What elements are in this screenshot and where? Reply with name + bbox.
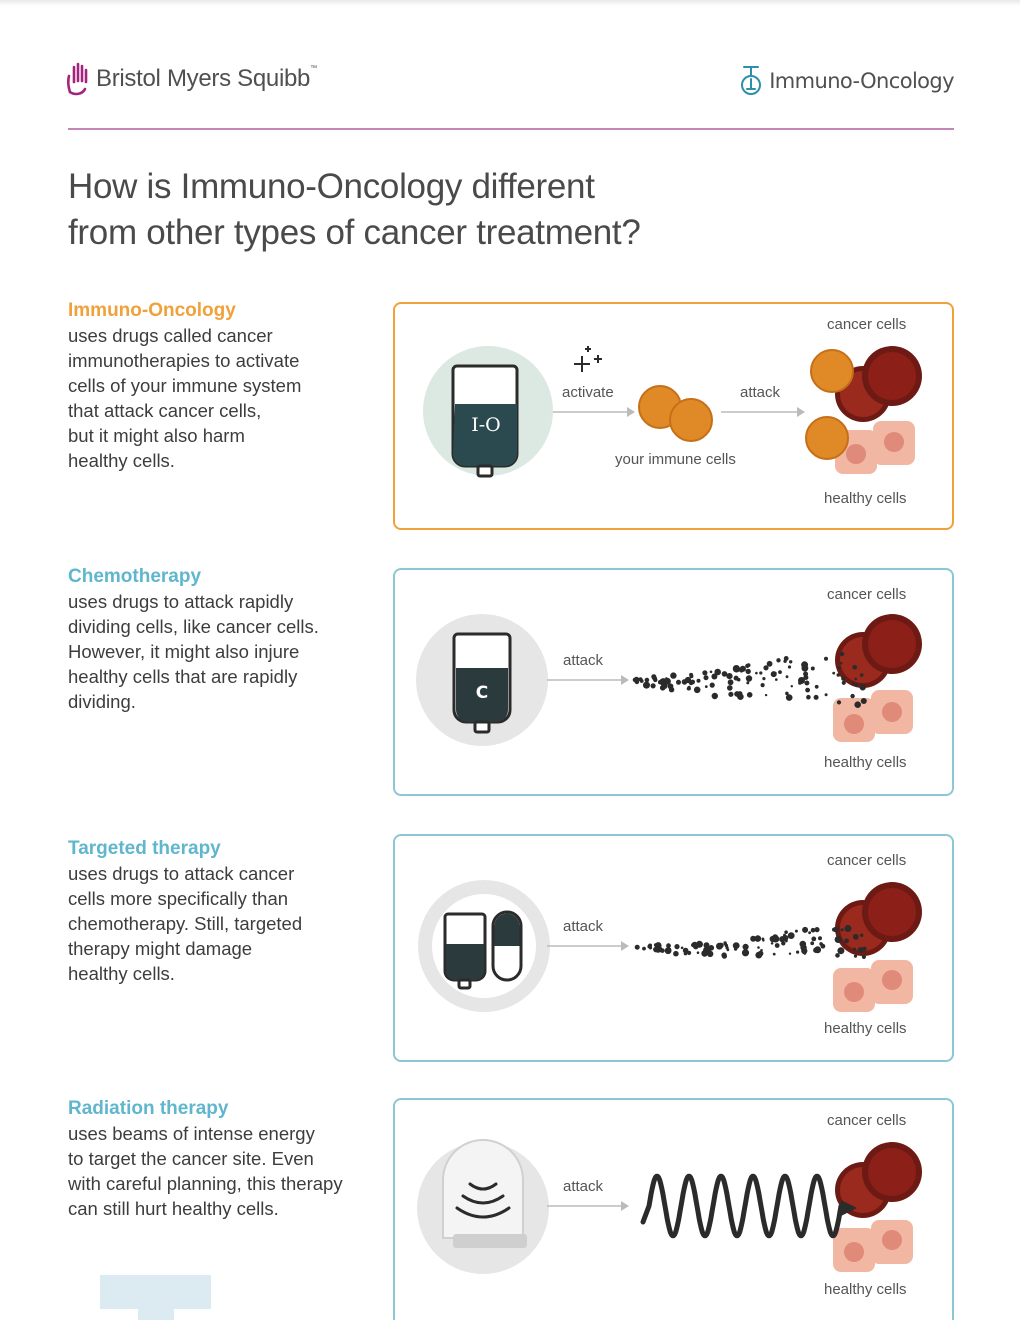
drug-particle: [750, 936, 756, 942]
healthy-cells-label: healthy cells: [824, 1281, 907, 1298]
drug-particle: [673, 951, 679, 957]
description-line: healthy cells that are rapidly: [68, 666, 298, 687]
drug-particle: [840, 652, 844, 656]
drug-particle: [659, 949, 662, 952]
company-name: Bristol Myers Squibb: [96, 65, 311, 92]
drug-particle: [814, 695, 819, 700]
drug-particle: [789, 660, 792, 663]
drug-particle: [862, 955, 866, 959]
drug-particle: [842, 681, 846, 685]
drug-particle: [808, 931, 811, 934]
drug-label: C: [475, 683, 489, 703]
drug-particle: [774, 672, 777, 675]
drug-particle: [775, 678, 778, 681]
drug-particle: [805, 688, 810, 693]
iv-bag-icon: [453, 366, 517, 476]
drug-particle: [640, 679, 644, 683]
description-line: therapy might damage: [68, 938, 253, 959]
drug-particle: [771, 942, 774, 945]
drug-particle: [788, 665, 791, 668]
pill-capsule-icon: [493, 912, 521, 980]
drug-particle: [778, 670, 782, 674]
drug-particle: [694, 687, 701, 694]
healthy-cell-cluster: [833, 960, 913, 1012]
drug-particle: [840, 662, 843, 665]
attack-label: attack: [563, 652, 604, 669]
drug-particle: [710, 671, 713, 674]
drug-particle: [685, 681, 688, 684]
healthy-cell-cluster: [833, 690, 913, 742]
drug-label: I-O: [471, 414, 501, 436]
drug-particle: [689, 674, 693, 678]
drug-particle: [674, 944, 679, 949]
description-line: that attack cancer cells,: [68, 400, 262, 421]
drug-particle: [860, 673, 864, 677]
drug-particle: [739, 668, 744, 673]
drug-particle: [645, 678, 650, 683]
drug-particle: [762, 677, 765, 680]
section-description: [68, 861, 378, 986]
drug-particle: [702, 670, 707, 675]
drug-particle: [726, 673, 732, 679]
drug-particles: [633, 652, 867, 708]
drug-particle: [806, 695, 811, 700]
drug-particle: [824, 657, 828, 661]
drug-particle: [854, 701, 861, 708]
drug-particle: [747, 692, 753, 698]
drug-particle: [853, 948, 857, 952]
panel-chemotherapy: [393, 568, 954, 796]
description-line: chemotherapy. Still, targeted: [68, 913, 303, 934]
drug-particle: [841, 928, 844, 931]
description-line: cells more specifically than: [68, 888, 289, 909]
description-line: with careful planning, this therapy: [68, 1173, 343, 1194]
drug-particle: [854, 683, 858, 687]
radiation-wave-beam: [643, 1176, 841, 1236]
bms-logo: [66, 62, 317, 96]
drug-particle: [841, 677, 845, 681]
drug-particle: [860, 934, 863, 937]
drug-particle: [759, 671, 762, 674]
healthy-cells-label: healthy cells: [824, 754, 907, 771]
attack-label: attack: [740, 384, 781, 401]
drug-particle: [837, 673, 841, 677]
drug-particle: [712, 693, 718, 699]
drug-particle: [687, 687, 691, 691]
immuno-oncology-logo: [739, 64, 954, 98]
drug-particle: [850, 694, 854, 698]
drug-particle: [775, 943, 780, 948]
page-title-line-2: from other types of cancer treatment?: [68, 213, 641, 252]
immune-cells-label: your immune cells: [615, 451, 736, 468]
description-line: to target the cancer site. Even: [68, 1148, 314, 1169]
section-title: Radiation therapy: [68, 1098, 229, 1119]
drug-particle: [727, 948, 730, 951]
panel-immuno-oncology: [393, 302, 954, 530]
attack-label: attack: [563, 1178, 604, 1195]
drug-particle: [669, 687, 674, 692]
drug-particle: [727, 685, 733, 691]
drug-particle: [755, 672, 758, 675]
drug-particle: [760, 949, 763, 952]
drug-particle: [854, 678, 857, 681]
drug-particle: [832, 672, 835, 675]
section-description: [68, 589, 378, 714]
section-radiation-therapy-text: [68, 1096, 378, 1221]
drug-particle: [690, 680, 695, 685]
description-line: dividing.: [68, 691, 136, 712]
healthy-cell-cluster: [833, 1220, 913, 1272]
drug-particle: [810, 941, 814, 945]
drug-particle: [838, 666, 842, 670]
drug-particle: [803, 675, 808, 680]
drug-particle: [728, 679, 734, 685]
iv-bag-icon: [454, 634, 510, 732]
page-title-line-1: How is Immuno-Oncology different: [68, 167, 595, 206]
description-line: uses beams of intense energy: [68, 1123, 315, 1144]
drug-particle: [814, 927, 819, 932]
drug-particle: [783, 660, 786, 663]
drug-particle: [681, 947, 684, 950]
drug-particle: [642, 947, 646, 951]
description-line: cells of your immune system: [68, 375, 302, 396]
cancer-cell-cluster: [835, 614, 922, 688]
drug-particle: [770, 936, 776, 942]
description-line: uses drugs to attack rapidly: [68, 591, 294, 612]
drug-particle: [635, 679, 638, 682]
attack-label: attack: [563, 918, 604, 935]
drug-particle: [763, 665, 768, 670]
drug-particle: [821, 944, 826, 949]
immune-cell: [670, 399, 712, 441]
description-line: uses drugs called cancer: [68, 325, 273, 346]
drug-particle: [765, 694, 767, 696]
drug-particle: [705, 685, 708, 688]
drug-particle: [845, 925, 852, 932]
drug-particle: [776, 658, 780, 662]
drug-particle: [652, 685, 656, 689]
product-name: Immuno-Oncology: [769, 69, 954, 93]
healthy-cells-label: healthy cells: [824, 490, 907, 507]
section-title: Chemotherapy: [68, 566, 202, 587]
drug-particle: [664, 678, 671, 685]
description-line: dividing cells, like cancer cells.: [68, 616, 319, 637]
header-divider: [68, 128, 954, 130]
trademark-mark: ™: [310, 65, 317, 72]
drug-particle: [852, 665, 857, 670]
drug-particle: [835, 936, 842, 943]
drug-particle: [755, 952, 762, 959]
drug-particle: [773, 953, 776, 956]
drug-particle: [757, 946, 760, 949]
drug-particle: [811, 937, 816, 942]
description-line: but it might also harm: [68, 425, 245, 446]
drug-particle: [811, 667, 815, 671]
drug-particle: [653, 678, 657, 682]
radiation-machine-icon: [443, 1140, 527, 1248]
description-line: healthy cells.: [68, 963, 175, 984]
panel-targeted-therapy: [393, 834, 954, 1062]
cancer-cell-cluster: [835, 882, 922, 956]
cancer-cells-label: cancer cells: [827, 586, 907, 603]
section-description: [68, 1121, 388, 1221]
drug-particle: [818, 936, 822, 940]
cancer-cells-label: cancer cells: [827, 1112, 907, 1129]
drug-particle: [697, 951, 700, 954]
drug-particle: [722, 954, 727, 959]
section-immuno-oncology-text: [68, 298, 378, 473]
drug-particle: [655, 946, 659, 950]
activate-label: activate: [562, 384, 614, 401]
drug-particle: [649, 946, 652, 949]
drug-particle: [710, 683, 715, 688]
healthy-cells-label: healthy cells: [824, 1020, 907, 1037]
drug-particle: [704, 675, 709, 680]
section-title: Immuno-Oncology: [68, 300, 236, 321]
drug-particle: [802, 927, 808, 933]
drug-particle: [643, 682, 650, 689]
drug-particle: [709, 945, 715, 951]
drug-particle: [696, 941, 703, 948]
drug-particle: [728, 692, 733, 697]
iv-bag-icon: [445, 914, 485, 988]
footer-decor-block: [100, 1275, 211, 1309]
drug-particle: [762, 939, 765, 942]
drug-particle: [781, 941, 785, 945]
drug-particle: [784, 930, 788, 934]
drug-particle: [789, 953, 791, 955]
section-chemotherapy-text: [68, 564, 378, 714]
description-line: can still hurt healthy cells.: [68, 1198, 279, 1219]
activate-sparkle-icon: [574, 346, 602, 372]
section-description: [68, 323, 378, 473]
drug-particle: [746, 675, 752, 681]
drug-particle: [670, 672, 676, 678]
cancer-cells-label: cancer cells: [827, 852, 907, 869]
cancer-cells-label: cancer cells: [827, 316, 907, 333]
description-line: healthy cells.: [68, 450, 175, 471]
drug-particle: [683, 948, 689, 954]
drug-particle: [835, 953, 840, 958]
drug-particle: [743, 944, 749, 950]
drug-particle: [724, 942, 727, 945]
drug-particle: [803, 952, 806, 955]
drug-particle: [861, 698, 867, 704]
drug-particle: [733, 942, 740, 949]
drug-particle: [734, 676, 739, 681]
drug-particle: [802, 665, 809, 672]
drug-particles: [635, 925, 867, 959]
drug-particle: [795, 930, 798, 933]
drug-particle: [734, 691, 740, 697]
top-edge-shadow: [0, 0, 1020, 6]
drug-particle: [654, 943, 657, 946]
drug-particle: [837, 947, 844, 954]
drug-particle: [782, 935, 788, 941]
drug-particle: [733, 665, 740, 672]
panel-radiation-therapy: [393, 1098, 954, 1320]
footer-decor-stem: [138, 1309, 174, 1320]
drug-particle: [854, 955, 857, 958]
description-line: However, it might also injure: [68, 641, 300, 662]
description-line: immunotherapies to activate: [68, 350, 300, 371]
section-title: Targeted therapy: [68, 838, 221, 859]
drug-particle: [666, 950, 670, 954]
drug-particle: [814, 946, 821, 953]
drug-particle: [786, 675, 789, 678]
drug-particle: [791, 685, 793, 687]
drug-particle: [746, 669, 751, 674]
hand-icon: [66, 62, 90, 96]
drug-particle: [761, 683, 765, 687]
drug-particle: [844, 938, 849, 943]
drug-particle: [788, 932, 795, 939]
section-targeted-therapy-text: [68, 836, 378, 986]
description-line: uses drugs to attack cancer: [68, 863, 295, 884]
drug-particle: [804, 681, 809, 686]
drug-particle: [742, 949, 749, 956]
drug-particle: [711, 674, 717, 680]
drug-particle: [833, 927, 839, 933]
drug-particle: [635, 945, 640, 950]
drug-particle: [746, 681, 749, 684]
drug-particle: [745, 664, 749, 668]
drug-particle: [825, 693, 828, 696]
drug-particle: [853, 934, 859, 940]
drug-particle: [815, 685, 819, 689]
drug-particle: [837, 700, 841, 704]
drug-particle: [786, 694, 793, 701]
drug-particle: [718, 943, 723, 948]
iv-drip-icon: [739, 64, 763, 98]
drug-particle: [676, 680, 681, 685]
page-title: [68, 164, 768, 256]
drug-particle: [796, 951, 799, 954]
drug-particle: [697, 679, 701, 683]
drug-particle: [852, 682, 855, 685]
drug-particle: [722, 671, 728, 677]
drug-particle: [861, 687, 864, 690]
drug-particle: [862, 947, 867, 952]
